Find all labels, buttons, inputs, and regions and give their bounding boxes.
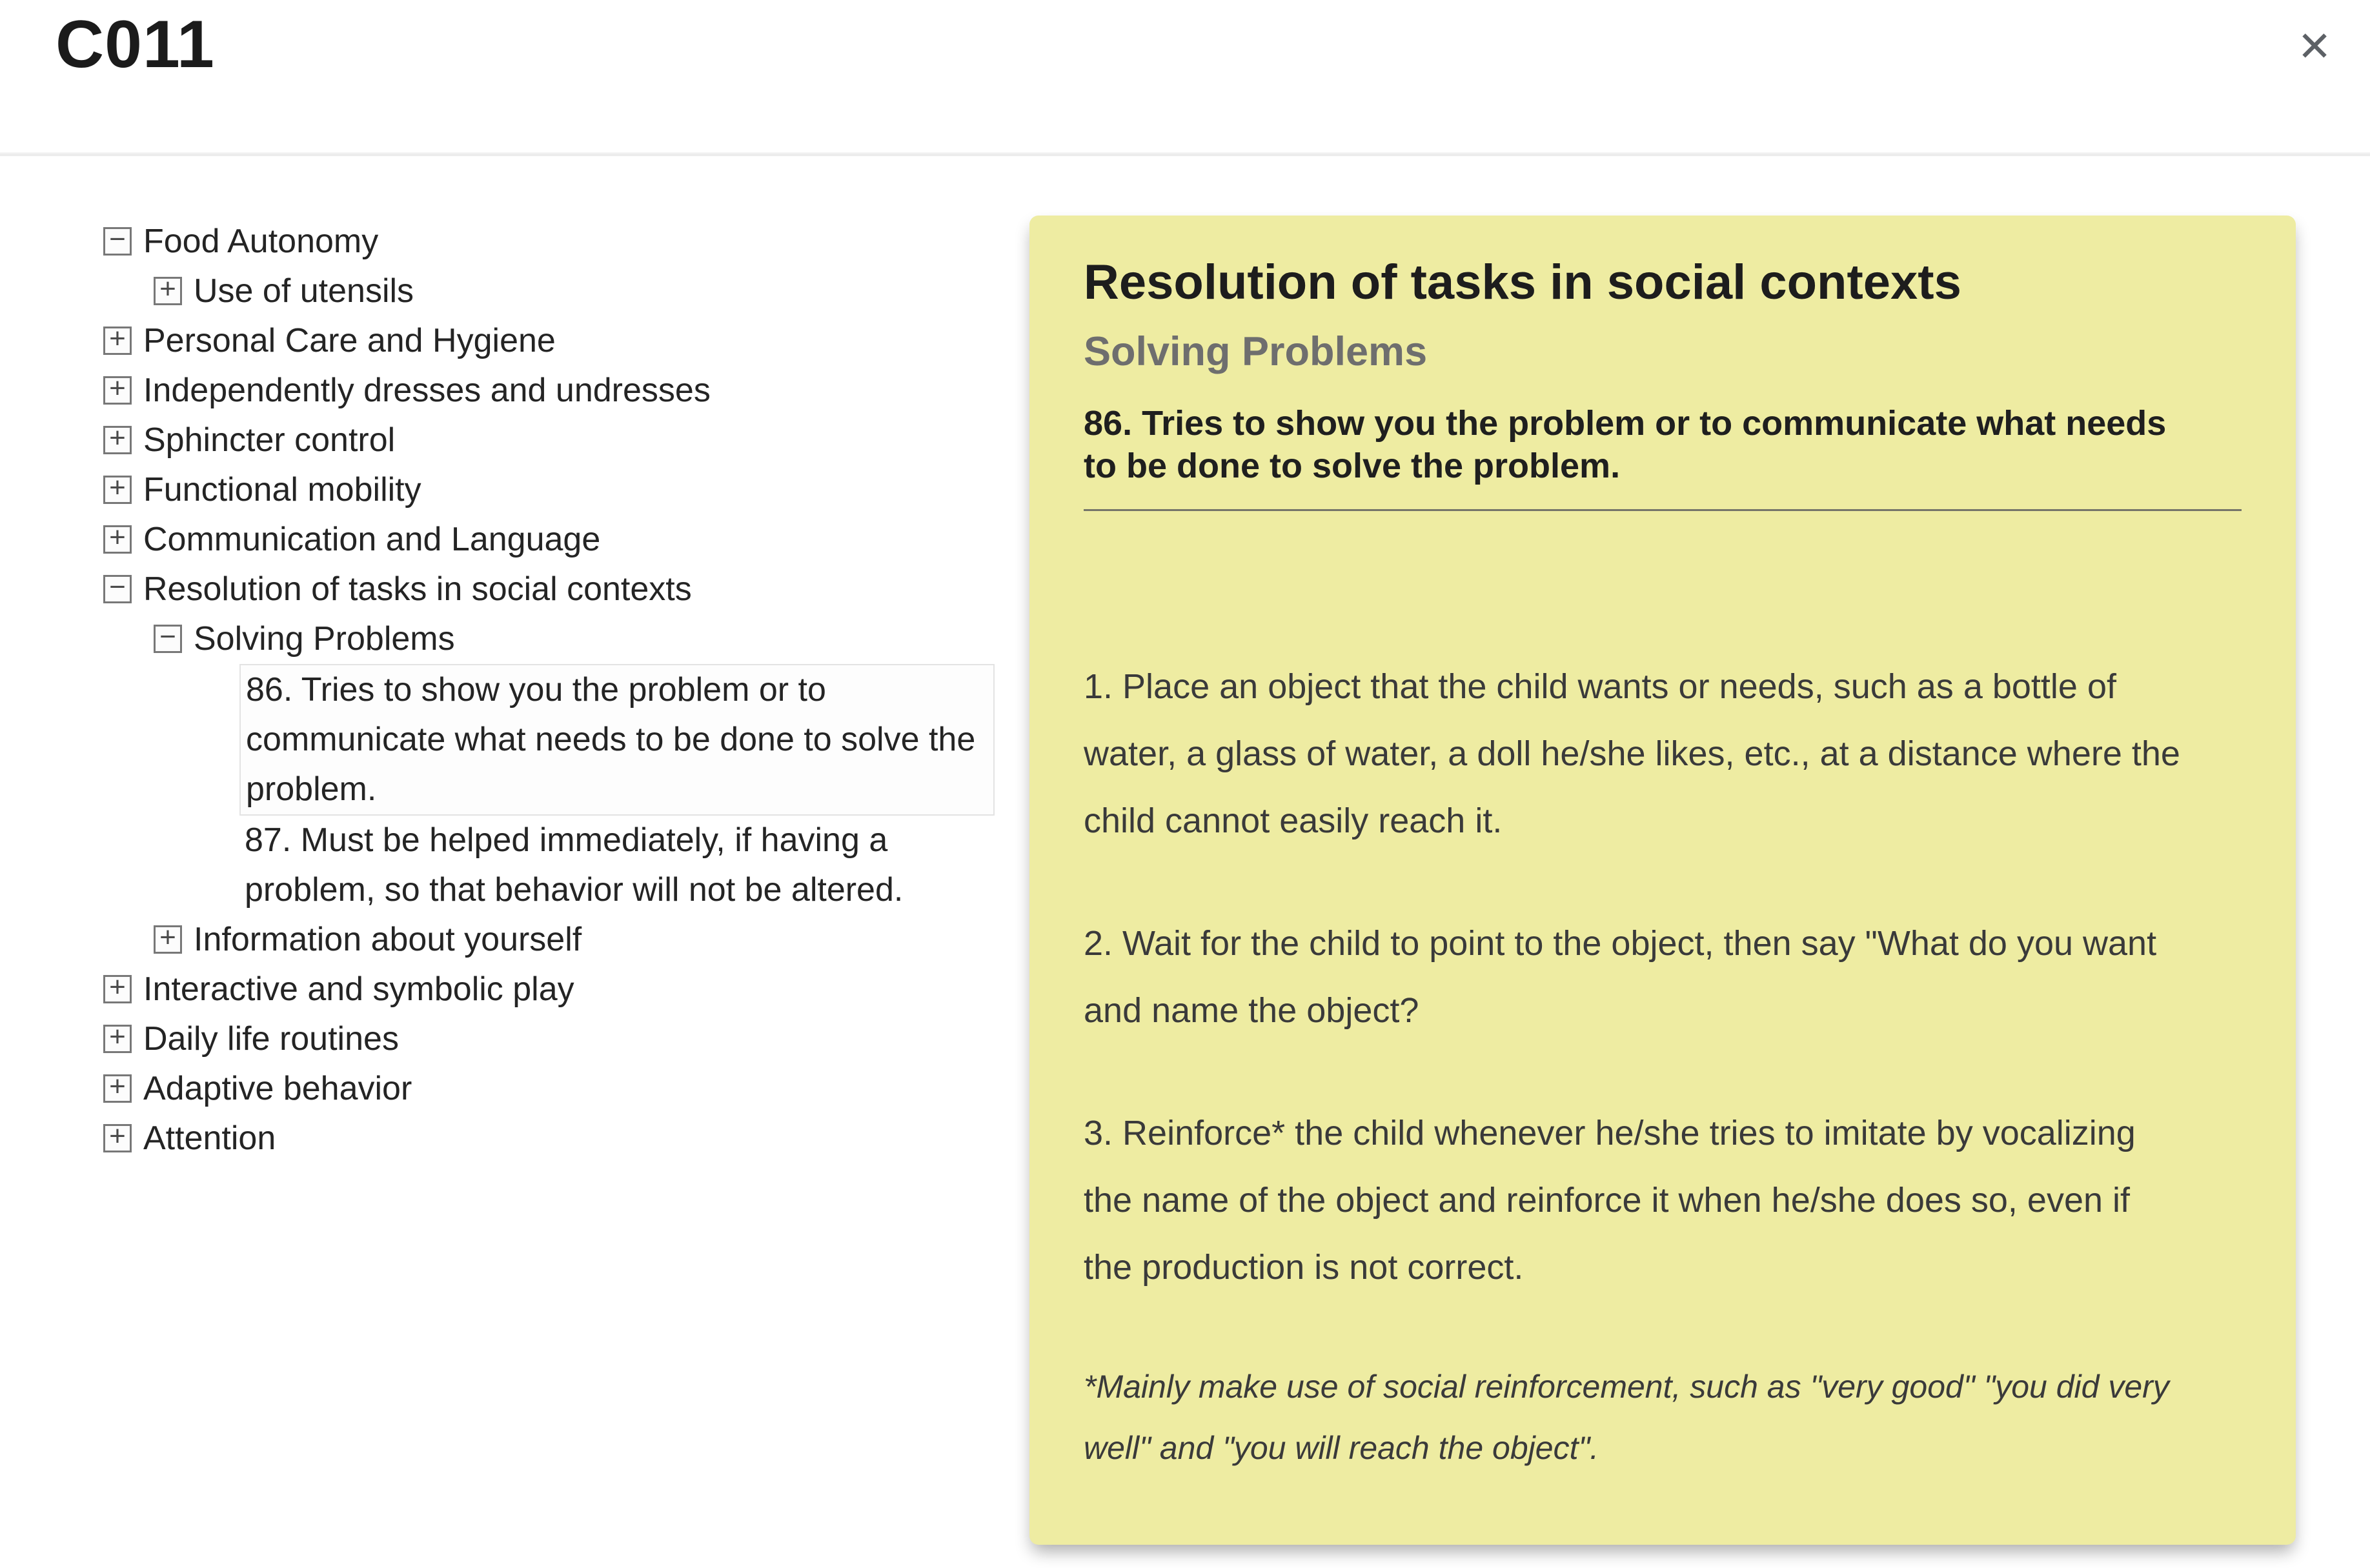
expand-icon[interactable]: + [103,376,132,405]
tree-item-label: 86. Tries to show you the problem or to communicate what needs to be done to solve the problem. [246,671,976,808]
tree-item-label: Personal Care and Hygiene [143,322,556,359]
tree-item-information-about-yourself[interactable] [103,915,1026,965]
tree-item-resolution-of-tasks[interactable] [103,565,1026,614]
tree-item-label: Sphincter control [143,421,396,459]
tree-item-food-autonomy[interactable] [103,217,1026,266]
detail-card [1029,216,2296,1545]
tree-item-daily-life-routines[interactable] [103,1014,1026,1064]
page-title: C011 [56,7,215,82]
tree-item-label: Interactive and symbolic play [143,970,574,1008]
collapse-icon[interactable]: − [103,227,132,256]
detail-card-rule [1084,509,2242,511]
expand-icon[interactable]: + [103,327,132,355]
tree-item-use-of-utensils[interactable] [103,266,1026,316]
step-2: 2. Wait for the child to point to the object, then say "What do you want and name the object? [1084,924,2157,1030]
step-3: 3. Reinforce* the child whenever he/she tries to imitate by vocalizing the name of the object and reinforce it when he/she does so, even if the production is not correct. [1084,1114,2136,1287]
collapse-icon[interactable]: − [103,575,132,603]
expand-icon[interactable]: + [103,525,132,554]
tree-item-solving-problems[interactable] [103,614,1026,664]
detail-card-title: Resolution of tasks in social contexts [1084,255,1961,310]
tree-item-sphincter-control[interactable] [103,416,1026,465]
collapse-icon[interactable]: − [154,625,182,653]
tree-item-label: Independently dresses and undresses [143,372,711,409]
header-divider [0,152,2370,156]
expand-icon[interactable]: + [103,426,132,454]
tree-item-label: Adaptive behavior [143,1070,412,1107]
tree-item-functional-mobility[interactable] [103,465,1026,515]
reinforcement-footnote: *Mainly make use of social reinforcement, such as "very good" "you did very well" and "you will reach the object". [1084,1369,2169,1466]
expand-icon[interactable]: + [103,1025,132,1053]
tree-item-86-selected[interactable] [103,664,1026,816]
tree-item-communication-and-language[interactable] [103,515,1026,565]
tree-item-label: Daily life routines [143,1020,399,1058]
tree-item-label: 87. Must be helped immediately, if having a problem, so that behavior will not be altered. [245,821,904,909]
tree-item-label: Communication and Language [143,521,601,558]
tree-item-label: Food Autonomy [143,223,379,260]
expand-icon[interactable]: + [103,1074,132,1103]
tree-item-interactive-and-symbolic-play[interactable] [103,965,1026,1014]
tree-item-adaptive-behavior[interactable] [103,1064,1026,1114]
tree-item-independently-dresses[interactable] [103,366,1026,416]
close-icon[interactable]: ✕ [2297,23,2332,70]
expand-icon[interactable]: + [103,476,132,504]
tree-item-87[interactable] [103,816,1026,915]
detail-card-subtitle: Solving Problems [1084,329,1428,374]
tree-item-label: Attention [143,1120,276,1157]
tree-item-attention[interactable] [103,1114,1026,1163]
detail-card-item-heading: 86. Tries to show you the problem or to communicate what needs to be done to solve the problem. [1084,404,2167,485]
expand-icon[interactable]: + [154,925,182,954]
expand-icon[interactable]: + [103,975,132,1003]
dialog-header [0,0,2370,152]
tree-item-personal-care-and-hygiene[interactable] [103,316,1026,366]
tree-item-label: Use of utensils [194,272,414,310]
step-1: 1. Place an object that the child wants or needs, such as a bottle of water, a glass of water, a doll he/she likes, etc., at a distance where the child cannot easily reach it. [1084,667,2180,840]
expand-icon[interactable]: + [103,1124,132,1152]
category-tree [103,217,1026,1163]
tree-item-label: Resolution of tasks in social contexts [143,570,692,608]
instruction-steps [1084,653,2242,1301]
tree-item-label: Solving Problems [194,620,455,658]
tree-item-label: Functional mobility [143,471,421,508]
expand-icon[interactable]: + [154,277,182,305]
tree-item-label: Information about yourself [194,921,582,958]
